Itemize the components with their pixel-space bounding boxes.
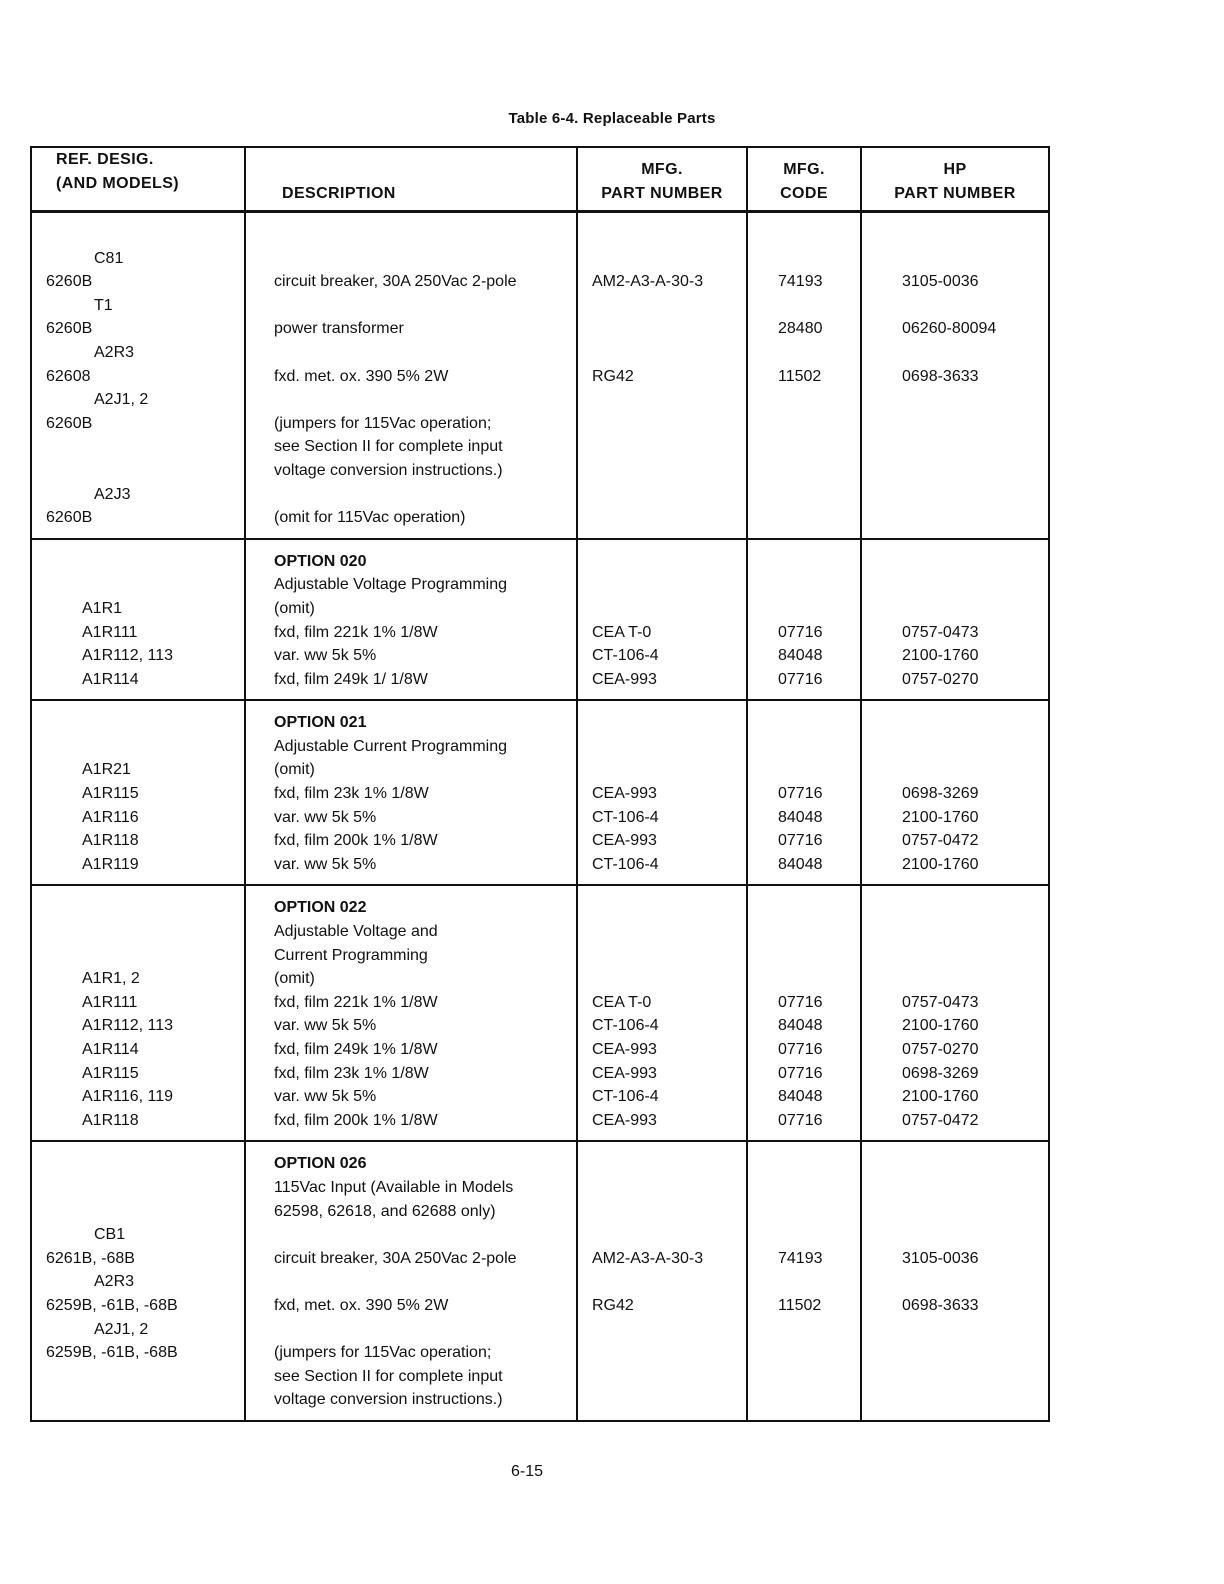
mfg-code-cell [747, 1141, 861, 1421]
desc-line [246, 483, 576, 507]
code-line: 07716 [778, 832, 823, 850]
mfg-part-number-cell [577, 700, 747, 885]
desc-line: fxd, film 200k 1% 1/8W [274, 832, 438, 850]
code-line [748, 944, 860, 968]
desc-line [246, 341, 576, 365]
table-row [31, 212, 1049, 539]
mpn-line [578, 223, 746, 247]
ref-line: 62608 [46, 367, 91, 385]
code-line [748, 920, 860, 944]
ref-line [32, 1365, 244, 1389]
ref-desig-cell [31, 885, 245, 1141]
mpn-line [578, 896, 746, 920]
mpn-line: AM2-A3-A-30-3 [592, 1249, 704, 1267]
code-line: 84048 [778, 855, 823, 873]
hp-line: 0757-0473 [902, 623, 979, 641]
mpn-line [578, 1318, 746, 1342]
code-line: 74193 [778, 273, 823, 291]
hp-line: 2100-1760 [902, 808, 979, 826]
ref-line: 6260B [46, 320, 93, 338]
hp-line: 0757-0472 [902, 832, 979, 850]
ref-desig-cell [31, 539, 245, 701]
code-line [748, 412, 860, 436]
ref-line: A1R116, 119 [82, 1088, 174, 1106]
hp-line [862, 1176, 1048, 1200]
mfg-code-cell [747, 885, 861, 1141]
ref-line: A2J1, 2 [94, 391, 149, 409]
mfg-code-cell [747, 539, 861, 701]
header-hp-part-number [861, 147, 1049, 212]
mpn-line: CEA-993 [592, 1111, 657, 1129]
hp-line: 0698-3269 [902, 1064, 979, 1082]
hp-line [862, 1388, 1048, 1412]
mpn-line: CEA-993 [592, 1064, 657, 1082]
ref-line [32, 896, 244, 920]
ref-line: 6260B [46, 509, 93, 527]
mfg-code-cell [747, 700, 861, 885]
ref-line [32, 1388, 244, 1412]
mpn-line: CT-106-4 [592, 855, 659, 873]
hp-line [862, 1365, 1048, 1389]
ref-line: A2J1, 2 [94, 1320, 149, 1338]
desc-line: var. ww 5k 5% [274, 855, 377, 873]
desc-line: (jumpers for 115Vac operation; [274, 414, 492, 432]
code-line [748, 550, 860, 574]
hp-line [862, 341, 1048, 365]
hp-line: 0757-0473 [902, 993, 979, 1011]
code-line [748, 896, 860, 920]
hp-line [862, 711, 1048, 735]
code-line [748, 247, 860, 271]
mpn-line [578, 483, 746, 507]
mpn-line: CT-106-4 [592, 808, 659, 826]
mpn-line [578, 1152, 746, 1176]
desc-line: power transformer [274, 320, 404, 338]
hp-line [862, 247, 1048, 271]
code-line: 28480 [778, 320, 823, 338]
code-line [748, 1365, 860, 1389]
mpn-line [578, 550, 746, 574]
code-line [748, 459, 860, 483]
ref-line: A1R115 [82, 785, 139, 803]
ref-line: C81 [94, 249, 124, 267]
ref-desig-cell [31, 1141, 245, 1421]
code-line [748, 1223, 860, 1247]
code-line [748, 573, 860, 597]
mpn-line [578, 388, 746, 412]
mpn-line [578, 294, 746, 318]
header-mfg-code-line1: MFG. [783, 161, 825, 178]
ref-line [32, 735, 244, 759]
mpn-line [578, 1341, 746, 1365]
desc-line: var. ww 5k 5% [274, 647, 377, 665]
ref-line: 6261B, -68B [46, 1249, 135, 1267]
desc-line: fxd, film 249k 1% 1/8W [274, 1041, 438, 1058]
desc-line: circuit breaker, 30A 250Vac 2-pole [274, 1249, 517, 1267]
ref-line: A1R21 [82, 761, 131, 779]
header-description: DESCRIPTION [245, 147, 577, 212]
page-number: 6-15 [510, 1463, 544, 1480]
code-line [748, 1152, 860, 1176]
hp-line [862, 1318, 1048, 1342]
desc-line: OPTION 021 [274, 714, 367, 732]
mpn-line [578, 341, 746, 365]
desc-line: fxd, film 249k 1/ 1/8W [274, 670, 428, 688]
desc-line: var. ww 5k 5% [274, 1088, 377, 1106]
mpn-line [578, 573, 746, 597]
desc-line [246, 294, 576, 318]
ref-line [32, 459, 244, 483]
desc-line: fxd. met. ox. 390 5% 2W [274, 367, 449, 385]
desc-line: (jumpers for 115Vac operation; [274, 1344, 492, 1362]
hp-part-number-cell [861, 1141, 1049, 1421]
mpn-line [578, 506, 746, 530]
hp-line: 0698-3633 [902, 1296, 979, 1314]
hp-line [862, 550, 1048, 574]
description-cell [245, 885, 577, 1141]
hp-line [862, 944, 1048, 968]
hp-line [862, 920, 1048, 944]
ref-line: CB1 [94, 1226, 126, 1244]
desc-line [246, 388, 576, 412]
table-row [31, 1141, 1049, 1421]
mpn-line: CT-106-4 [592, 1088, 659, 1106]
ref-line [32, 1176, 244, 1200]
code-line: 07716 [778, 623, 823, 641]
ref-desig-cell [31, 700, 245, 885]
hp-line [862, 412, 1048, 436]
hp-line: 3105-0036 [902, 1249, 979, 1267]
desc-line: voltage conversion instructions.) [274, 461, 503, 479]
desc-line: 115Vac Input (Available in Models [274, 1178, 514, 1196]
table-row [31, 700, 1049, 885]
code-line: 07716 [778, 785, 823, 803]
desc-line: OPTION 020 [274, 552, 367, 570]
code-line [748, 294, 860, 318]
code-line [748, 967, 860, 991]
mpn-line [578, 1270, 746, 1294]
mpn-line [578, 735, 746, 759]
desc-line: fxd, film 23k 1% 1/8W [274, 785, 429, 803]
code-line [748, 1200, 860, 1224]
mfg-part-number-cell [577, 212, 747, 539]
mpn-line: RG42 [592, 367, 634, 385]
ref-line: A2R3 [94, 1273, 135, 1291]
code-line [748, 735, 860, 759]
ref-line: A1R119 [82, 855, 139, 873]
code-line [748, 435, 860, 459]
ref-desig-cell [31, 212, 245, 539]
desc-line: var. ww 5k 5% [274, 808, 377, 826]
desc-line: Current Programming [274, 946, 428, 964]
mpn-line: AM2-A3-A-30-3 [592, 273, 704, 291]
ref-line [32, 920, 244, 944]
hp-line [862, 1152, 1048, 1176]
code-line [748, 1318, 860, 1342]
hp-line: 0698-3633 [902, 367, 979, 385]
header-ref-line1: REF. DESIG. [56, 151, 154, 168]
ref-line: A1R114 [82, 1041, 139, 1058]
header-mfg-code-line2: CODE [780, 185, 828, 202]
mpn-line [578, 1176, 746, 1200]
desc-line: OPTION 022 [274, 899, 367, 917]
hp-line [862, 1341, 1048, 1365]
desc-line: fxd, film 221k 1% 1/8W [274, 993, 438, 1011]
desc-line: (omit) [274, 761, 315, 779]
ref-line: A1R114 [82, 670, 139, 688]
header-hp-pn-line2: PART NUMBER [894, 185, 1016, 202]
hp-line: 2100-1760 [902, 647, 979, 665]
mpn-line [578, 412, 746, 436]
code-line: 11502 [778, 367, 822, 385]
hp-line: 2100-1760 [902, 1088, 979, 1106]
mpn-line: CEA-993 [592, 785, 657, 803]
ref-line [32, 1200, 244, 1224]
ref-line: A1R112, 113 [82, 1017, 174, 1035]
desc-line: var. ww 5k 5% [274, 1017, 377, 1035]
mfg-code-cell [747, 212, 861, 539]
ref-line: A1R1 [82, 599, 123, 617]
desc-line [246, 1270, 576, 1294]
mpn-line [578, 758, 746, 782]
hp-line [862, 1270, 1048, 1294]
hp-line: 2100-1760 [902, 855, 979, 873]
hp-line: 0757-0270 [902, 670, 979, 688]
desc-line [246, 1318, 576, 1342]
desc-line: Adjustable Voltage and [274, 923, 438, 941]
code-line [748, 1176, 860, 1200]
header-ref-line2: (AND MODELS) [56, 175, 180, 192]
code-line [748, 1341, 860, 1365]
mfg-part-number-cell [577, 885, 747, 1141]
mpn-line [578, 1388, 746, 1412]
ref-line [32, 573, 244, 597]
ref-line: A1R116 [82, 808, 139, 826]
mpn-line: CEA-993 [592, 832, 657, 850]
mpn-line [578, 711, 746, 735]
hp-line: 0757-0270 [902, 1041, 979, 1058]
desc-line: see Section II for complete input [274, 438, 503, 456]
mfg-part-number-cell [577, 539, 747, 701]
desc-line: fxd, film 23k 1% 1/8W [274, 1064, 429, 1082]
hp-line [862, 967, 1048, 991]
mpn-line [578, 967, 746, 991]
mpn-line [578, 944, 746, 968]
hp-line [862, 758, 1048, 782]
ref-line [32, 550, 244, 574]
hp-line [862, 506, 1048, 530]
ref-line: 6260B [46, 414, 93, 432]
mpn-line [578, 597, 746, 621]
hp-line [862, 388, 1048, 412]
ref-line: A1R112, 113 [82, 647, 174, 665]
mpn-line: CEA T-0 [592, 623, 652, 641]
code-line: 07716 [778, 1041, 823, 1058]
mpn-line [578, 435, 746, 459]
ref-line: A1R1, 2 [82, 970, 140, 988]
code-line: 07716 [778, 1064, 823, 1082]
desc-line: OPTION 026 [274, 1155, 367, 1173]
desc-line [246, 247, 576, 271]
mpn-line: CEA-993 [592, 1041, 657, 1058]
hp-part-number-cell [861, 539, 1049, 701]
desc-line [246, 223, 576, 247]
ref-line: 6259B, -61B, -68B [46, 1296, 178, 1314]
desc-line [246, 1223, 576, 1247]
ref-line: A2R3 [94, 343, 135, 361]
header-mfg-pn-line2: PART NUMBER [601, 185, 723, 202]
description-cell [245, 539, 577, 701]
desc-line: (omit) [274, 599, 315, 617]
code-line [748, 223, 860, 247]
hp-line [862, 1223, 1048, 1247]
hp-line: 0757-0472 [902, 1111, 979, 1129]
header-hp-pn-line1: HP [943, 161, 967, 178]
mpn-line [578, 1365, 746, 1389]
hp-line: 06260-80094 [902, 320, 997, 338]
mpn-line: CT-106-4 [592, 1017, 659, 1035]
hp-part-number-cell [861, 212, 1049, 539]
code-line: 11502 [778, 1296, 822, 1314]
mpn-line [578, 920, 746, 944]
desc-line: fxd, met. ox. 390 5% 2W [274, 1296, 449, 1314]
desc-line: Adjustable Current Programming [274, 737, 507, 755]
ref-line: A1R111 [82, 623, 138, 641]
mfg-part-number-cell [577, 1141, 747, 1421]
ref-line: A1R118 [82, 832, 139, 850]
ref-line: T1 [94, 296, 113, 314]
code-line: 84048 [778, 1088, 823, 1106]
mpn-line: CEA T-0 [592, 993, 652, 1011]
code-line: 84048 [778, 1017, 823, 1035]
table-row [31, 539, 1049, 701]
hp-line [862, 597, 1048, 621]
ref-line [32, 944, 244, 968]
code-line [748, 711, 860, 735]
desc-line: fxd, film 200k 1% 1/8W [274, 1111, 438, 1129]
table-row [31, 885, 1049, 1141]
code-line: 84048 [778, 808, 823, 826]
code-line [748, 597, 860, 621]
code-line: 74193 [778, 1249, 823, 1267]
desc-line: circuit breaker, 30A 250Vac 2-pole [274, 273, 517, 291]
ref-line: 6260B [46, 273, 93, 291]
hp-line: 2100-1760 [902, 1017, 979, 1035]
mpn-line [578, 1200, 746, 1224]
ref-line: A1R111 [82, 993, 138, 1011]
code-line [748, 341, 860, 365]
table-header-row [31, 147, 1049, 212]
mpn-line: CEA-993 [592, 670, 657, 688]
ref-line [32, 711, 244, 735]
desc-line: fxd, film 221k 1% 1/8W [274, 623, 438, 641]
code-line: 07716 [778, 670, 823, 688]
ref-line [32, 1152, 244, 1176]
description-cell [245, 700, 577, 885]
code-line: 07716 [778, 993, 823, 1011]
parts-table-body [31, 212, 1049, 1421]
code-line [748, 388, 860, 412]
desc-line: (omit for 115Vac operation) [274, 509, 466, 527]
desc-line: voltage conversion instructions.) [274, 1391, 503, 1409]
hp-part-number-cell [861, 885, 1049, 1141]
ref-line: 6259B, -61B, -68B [46, 1344, 178, 1362]
ref-line: A1R115 [82, 1064, 139, 1082]
table-title: Table 6-4. Replaceable Parts [508, 110, 716, 127]
ref-line [32, 223, 244, 247]
ref-line: A2J3 [94, 485, 131, 503]
hp-line [862, 459, 1048, 483]
mpn-line [578, 459, 746, 483]
hp-line [862, 573, 1048, 597]
desc-line: (omit) [274, 970, 315, 988]
hp-line [862, 735, 1048, 759]
hp-line [862, 483, 1048, 507]
hp-line: 3105-0036 [902, 273, 979, 291]
header-mfg-part-number [577, 147, 747, 212]
code-line [748, 1270, 860, 1294]
code-line: 07716 [778, 1111, 823, 1129]
hp-line [862, 435, 1048, 459]
replaceable-parts-table [30, 146, 1050, 1422]
desc-line: 62598, 62618, and 62688 only) [274, 1202, 496, 1220]
mpn-line: RG42 [592, 1296, 634, 1314]
mpn-line [578, 317, 746, 341]
header-mfg-pn-line1: MFG. [641, 161, 683, 178]
description-cell [245, 1141, 577, 1421]
hp-line: 0698-3269 [902, 785, 979, 803]
desc-line: see Section II for complete input [274, 1367, 503, 1385]
code-line [748, 1388, 860, 1412]
hp-part-number-cell [861, 700, 1049, 885]
code-line: 84048 [778, 647, 823, 665]
header-ref-desig [31, 147, 245, 212]
description-cell [245, 212, 577, 539]
mpn-line [578, 1223, 746, 1247]
desc-line: Adjustable Voltage Programming [274, 576, 508, 594]
hp-line [862, 896, 1048, 920]
code-line [748, 758, 860, 782]
hp-line [862, 294, 1048, 318]
mpn-line [578, 247, 746, 271]
mpn-line: CT-106-4 [592, 647, 659, 665]
code-line [748, 506, 860, 530]
hp-line [862, 1200, 1048, 1224]
hp-line [862, 223, 1048, 247]
ref-line: A1R118 [82, 1111, 139, 1129]
header-mfg-code [747, 147, 861, 212]
ref-line [32, 435, 244, 459]
code-line [748, 483, 860, 507]
